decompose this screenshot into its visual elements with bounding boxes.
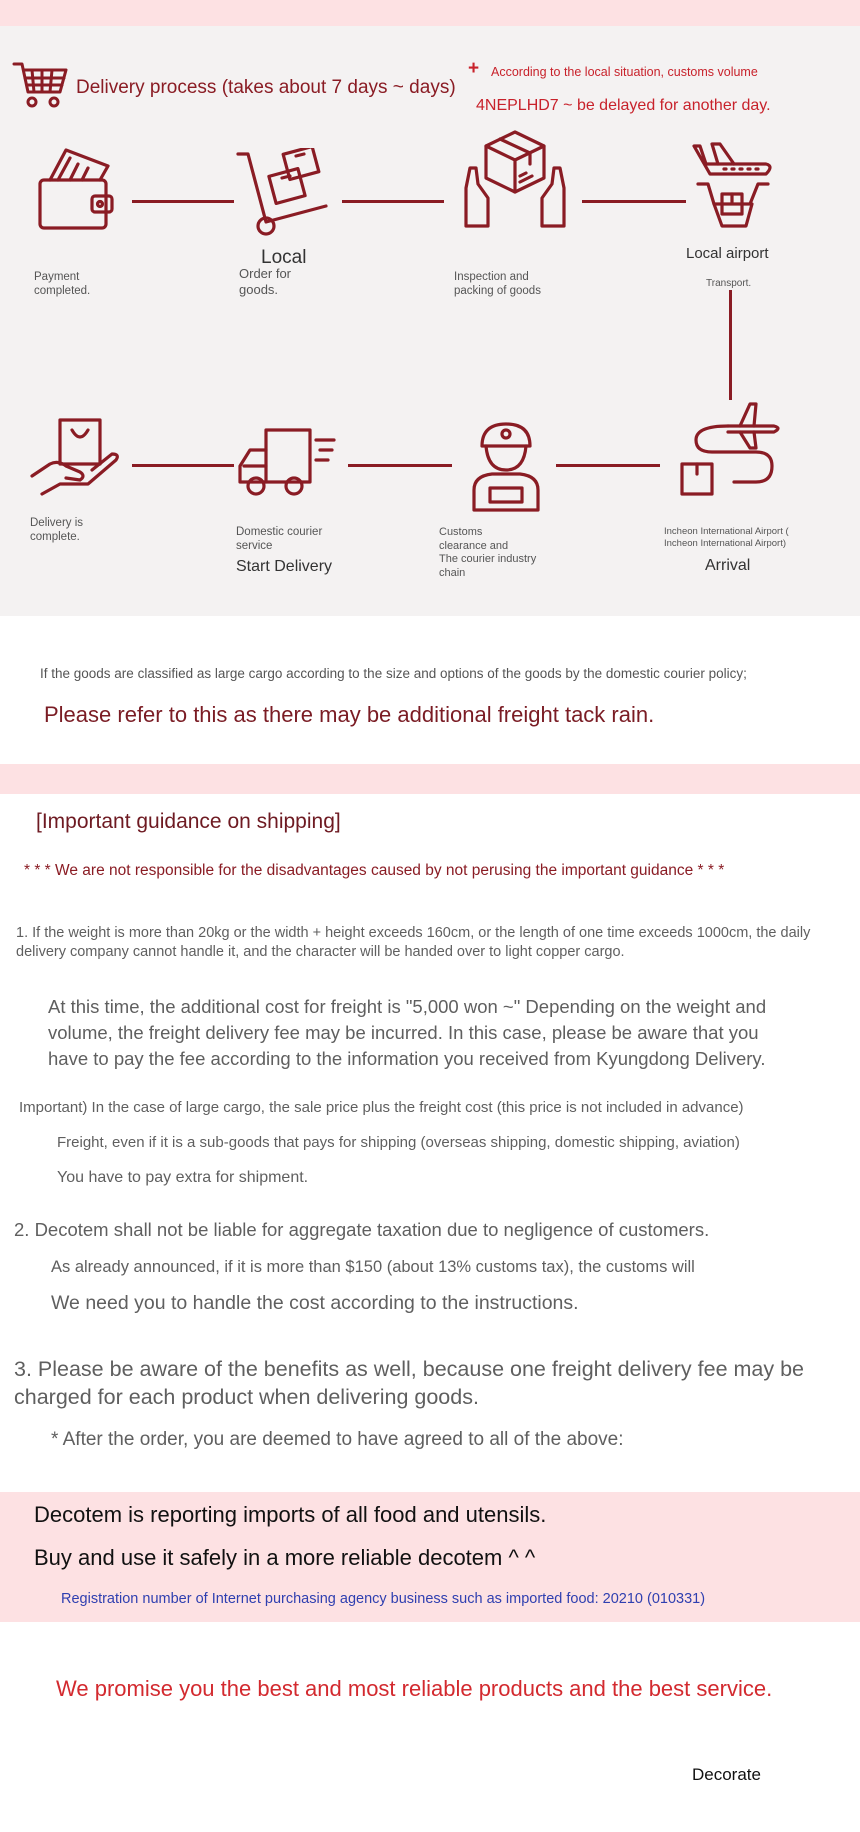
notice-line-2: 4NEPLHD7 ~ be delayed for another day. <box>476 97 771 114</box>
connector-3 <box>582 200 686 203</box>
step-arrival-title: Arrival <box>705 557 751 574</box>
guidance-item-2-detail-1: As already announced, if it is more than $150 (about 13% customs tax), the customs will <box>51 1258 695 1276</box>
report-line-1: Decotem is reporting imports of all food and utensils. <box>34 1502 547 1527</box>
guidance-important: Important) In the case of large cargo, the sale price plus the freight cost (this price is not included in advance) <box>19 1099 744 1116</box>
step-order-label: Order for goods. <box>239 266 292 297</box>
hands-package-icon <box>460 128 570 232</box>
guidance-item-2: 2. Decotem shall not be liable for aggregate taxation due to negligence of customers. <box>14 1219 710 1240</box>
top-band <box>0 0 860 26</box>
step-domestic-courier-label: Domestic courier service <box>236 526 323 552</box>
connector-6 <box>556 464 660 467</box>
hand-shopping-bag-icon <box>30 416 120 498</box>
cargo-note-line-1: If the goods are classified as large cargo according to the size and options of the goods by the domestic courier policy; <box>40 666 747 681</box>
guidance-extra: You have to pay extra for shipment. <box>57 1169 309 1186</box>
connector-4 <box>132 464 234 467</box>
shopping-cart-icon <box>12 58 68 110</box>
plane-route-icon <box>676 400 784 500</box>
guidance-agree: * After the order, you are deemed to have agreed to all of the above: <box>51 1429 624 1450</box>
cargo-note-line-2: Please refer to this as there may be additional freight tack rain. <box>44 702 655 727</box>
step-customs-label: Customs clearance and The courier industry chain <box>439 526 537 579</box>
hand-truck-icon <box>234 148 334 238</box>
courier-person-icon <box>470 420 542 512</box>
guidance-item-2-detail-2: We need you to handle the cost according to the instructions. <box>51 1292 579 1314</box>
connector-5 <box>348 464 452 467</box>
signature: Decorate <box>692 1765 761 1784</box>
airport-cargo-icon <box>688 138 776 236</box>
guidance-item-1-detail: At this time, the additional cost for freight is "5,000 won ~" Depending on the weight and volume, the freight delivery fee may be incurred. In this case, please be aware that you have to pay the fee according to the information you received from Kyungdong Delivery. <box>48 996 767 1069</box>
notice-line-1: According to the local situation, customs volume <box>491 65 758 79</box>
divider-band <box>0 764 860 794</box>
step-transport-label: Transport. <box>706 278 752 289</box>
step-start-delivery-title: Start Delivery <box>236 558 333 575</box>
step-inspection-label: Inspection and packing of goods <box>454 271 541 297</box>
guidance-item-3: 3. Please be aware of the benefits as well, because one freight delivery fee may be charged for each product when delivering goods. <box>14 1357 804 1409</box>
delivery-truck-icon <box>236 424 336 500</box>
step-local-airport-title: Local airport <box>686 245 769 262</box>
step-delivery-complete-label: Delivery is complete. <box>30 517 84 543</box>
guidance-heading: [Important guidance on shipping] <box>36 810 341 833</box>
step-incheon-label: Incheon International Airport ( Incheon International Airport) <box>664 526 789 549</box>
connector-1 <box>132 200 234 203</box>
guidance-freight: Freight, even if it is a sub-goods that pays for shipping (overseas shipping, domestic shipping, aviation) <box>57 1134 740 1151</box>
notice-plus: + <box>468 58 480 79</box>
guidance-item-1: 1. If the weight is more than 20kg or the width + height exceeds 160cm, or the length of one time exceeds 1000cm, the daily delivery company cannot handle it, and the character will be handed over to light copper cargo. <box>16 925 811 960</box>
registration-number: Registration number of Internet purchasing agency business such as imported food: 20210 (010331) <box>61 1591 706 1607</box>
report-line-2: Buy and use it safely in a more reliable decotem ^ ^ <box>34 1545 536 1570</box>
promise-line: We promise you the best and most reliable products and the best service. <box>56 1676 773 1701</box>
guidance-warning: * * * We are not responsible for the disadvantages caused by not perusing the important guidance * * * <box>24 862 725 879</box>
step-local-title: Local <box>261 247 307 268</box>
process-title: Delivery process (takes about 7 days ~ days) <box>76 77 456 98</box>
connector-vertical <box>729 290 732 400</box>
step-payment-label: Payment completed. <box>34 271 91 297</box>
connector-2 <box>342 200 444 203</box>
wallet-card-icon <box>36 146 114 234</box>
